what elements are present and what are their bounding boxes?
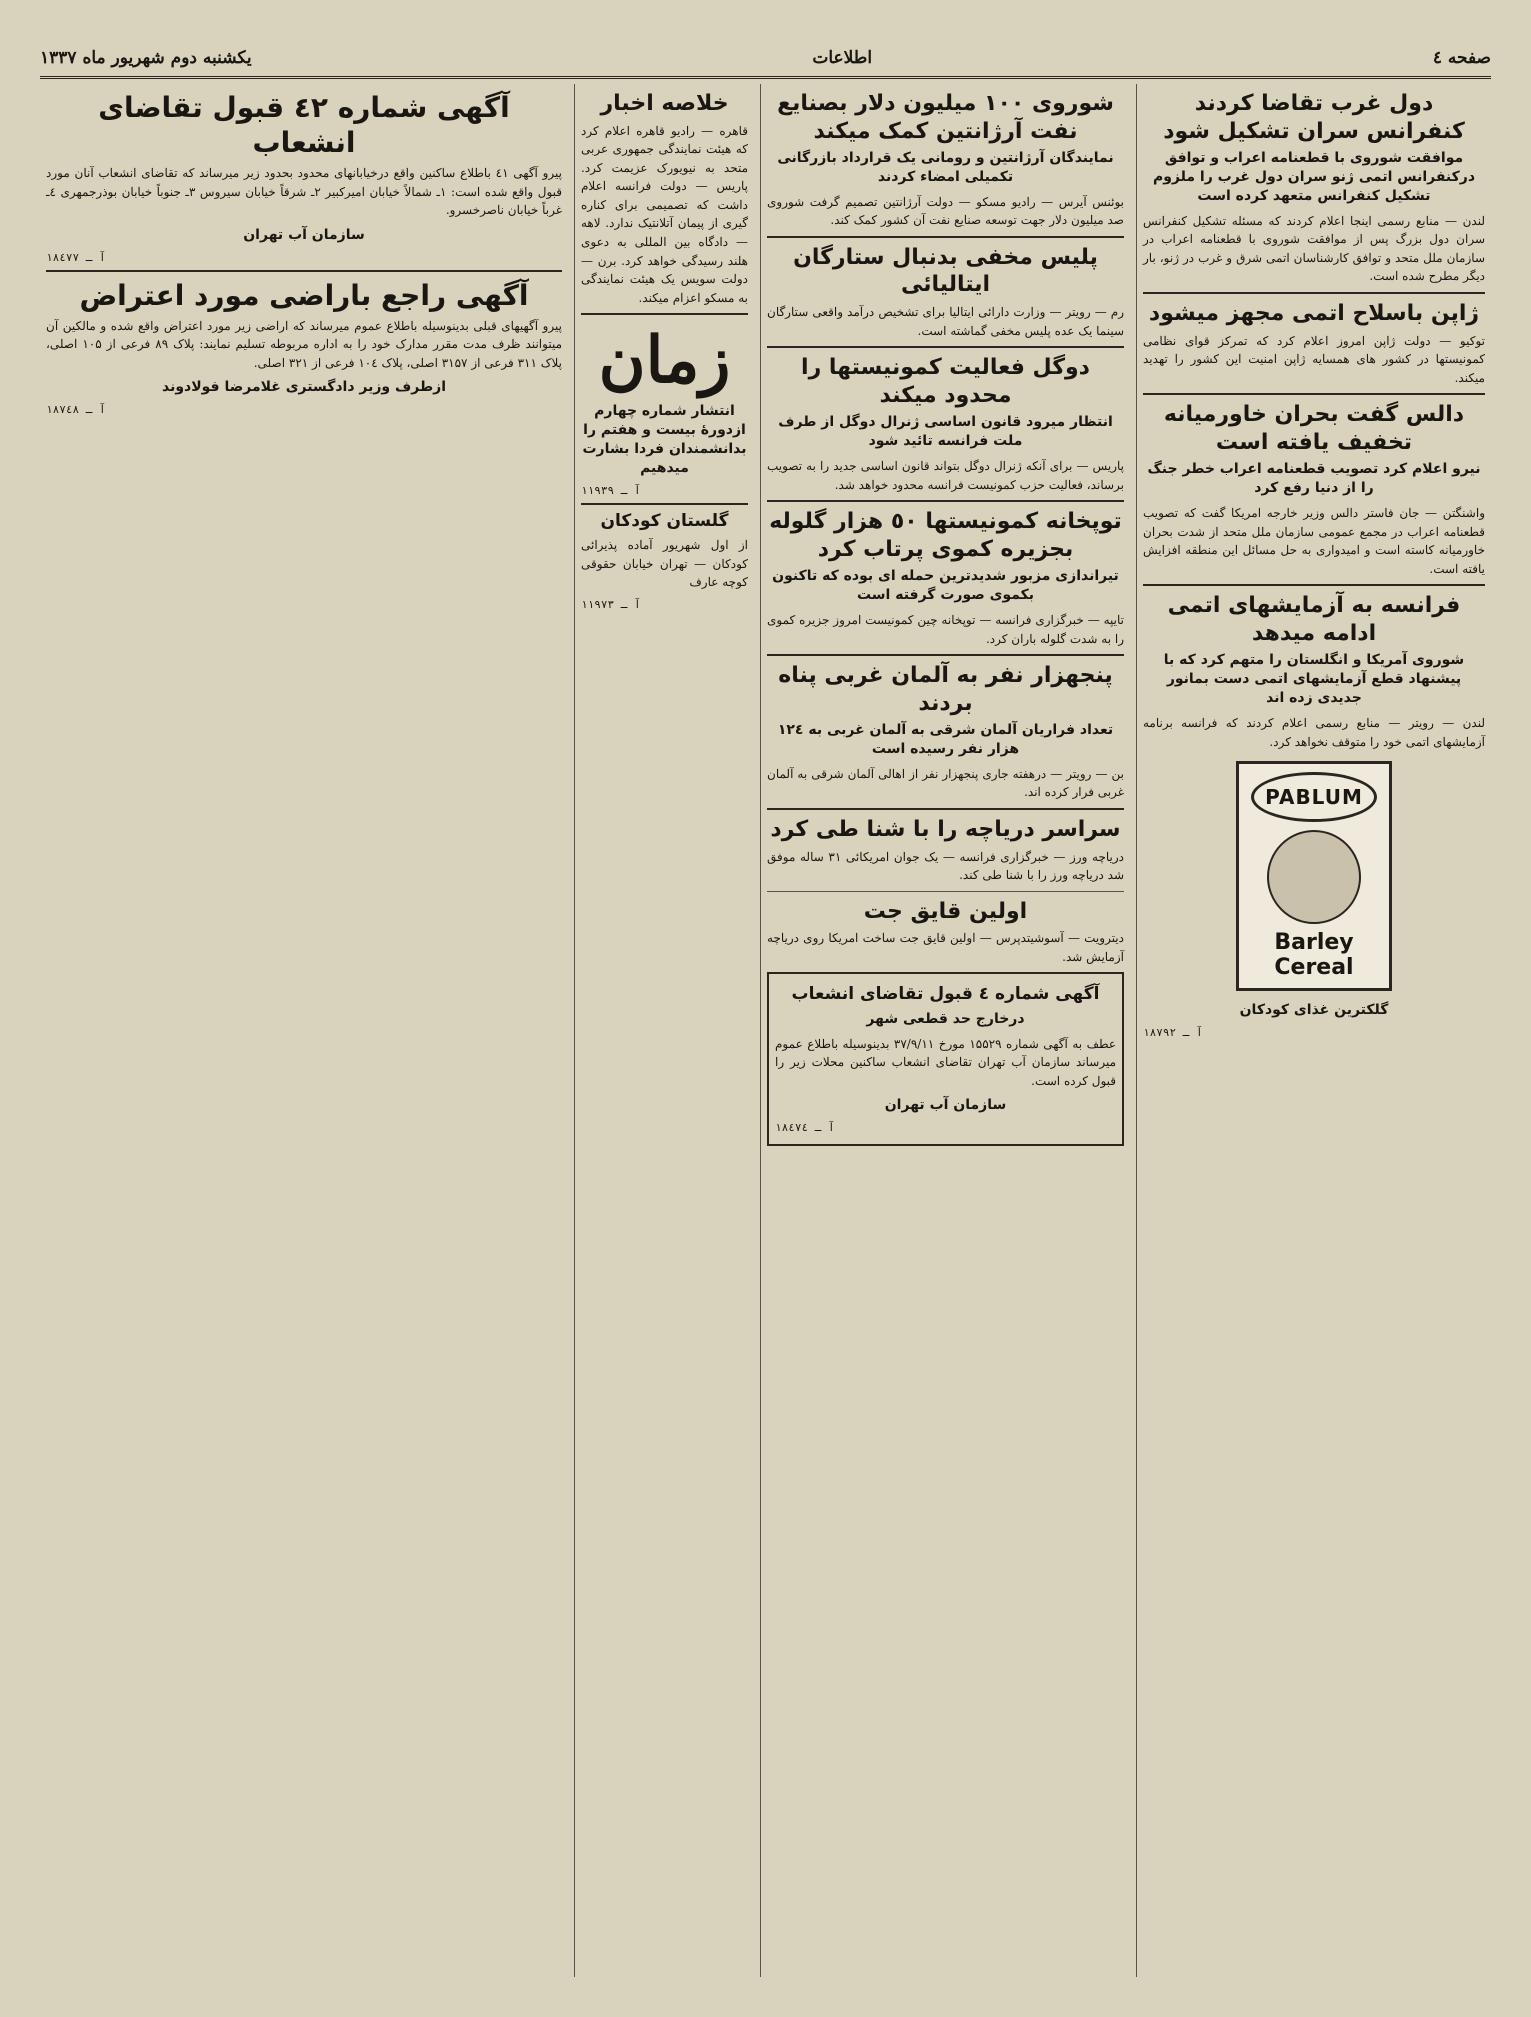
notice-headline: آگهی شماره ٤۲ قبول تقاضای انشعاب: [98, 91, 510, 159]
notice-reference: آ ـ ۱۸۷٤۸: [46, 403, 106, 417]
masthead-paper: اطلاعات: [812, 48, 873, 68]
masthead: [40, 40, 1491, 79]
divider: [581, 503, 748, 505]
zaman-logo: زمان: [598, 323, 731, 399]
masthead-page: صفحه ٤: [1432, 48, 1491, 68]
baby-face-illustration: [1267, 830, 1361, 924]
article-body: پاریس — برای آنکه ژنرال دوگل بتواند قانون اساسی جدید را به تصویب برساند، فعالیت حزب کمونیست فرانسه محدود خواهد شد.: [767, 458, 1124, 492]
article-headline: پنجهزار نفر به آلمان غربی پناه بردند: [778, 663, 1113, 716]
article-subhead: موافقت شوروی با قطعنامه اعراب و توافق درکنفرانس اتمی ژنو سران دول غرب را ملزوم تشکیل کنفرانس متعهد کرده است: [1152, 150, 1476, 204]
notice-body: پیرو آگهیهای قبلی بدینوسیله باطلاع عموم میرساند که اراضی زیر مورد اعتراض واقع شده و مالکین آن میتوانند ظرف مدت مقرر مدارک خود را به اداره مربوطه تسلیم نمایند: پلاک ۸۹ فرعی از ۱۰۵ اصلی، پلاک ۳۱۱ فرعی از ۳۱۵۷ اصلی، پلاک ۱۰٤ فرعی از ۳۲۱ اصلی.: [46, 318, 562, 370]
ad-reference: آ ـ ۱۱۹۷۳: [581, 598, 641, 612]
column-1: [1136, 84, 1491, 1977]
article-headline: سراسر دریاچه را با شنا طی کرد: [770, 817, 1121, 843]
article-headline: دوگل فعالیت کمونیستها را محدود میکند: [801, 355, 1090, 408]
article-body: تایپه — خبرگزاری فرانسه — توپخانه چین کمونیست امروز جزیره کموی را به شدت گلوله باران کرد.: [767, 612, 1124, 646]
article-subhead: تعداد فراریان آلمان شرقی به آلمان غربی به ۱۲٤ هزار نفر رسیده است: [777, 722, 1114, 757]
article-subhead: تیراندازی مزبور شدیدترین حمله ای بوده که تاکنون بکموی صورت گرفته است: [772, 568, 1119, 604]
article-headline: فرانسه به آزمایشهای اتمی ادامه میدهد: [1167, 593, 1461, 646]
article-headline: شوروی ۱۰۰ میلیون دلار بصنایع نفت آرژانتین کمک میکند: [777, 91, 1114, 144]
notice-reference: آ ـ ۱۸٤۷۷: [46, 250, 106, 264]
column-3: [574, 84, 754, 1977]
article-body: لندن — رویتر — منابع رسمی اعلام کردند که فرانسه برنامه آزمایشهای اتمی خود را متوقف نخواهد کرد.: [1143, 716, 1485, 749]
article-headline: خلاصه اخبار: [600, 91, 729, 116]
notice-signature: سازمان آب تهران: [884, 1097, 1007, 1114]
article-body: قاهره — رادیو قاهره اعلام کرد که هیئت نمایندگی جمهوری عربی متحد به نیویورک عزیمت کرد. پاریس — دولت فرانسه اعلام داشت که تصمیمی برای کناره گیری از پیمان آتلانتیک ندارد. لاهه — دادگاه بین المللی به دعوی هلند رسیدگی خواهد کرد. برن — دولت سویس یک هیئت نمایندگی به مسکو اعزام میکند.: [581, 123, 748, 305]
pablum-advertisement: [1236, 761, 1392, 991]
divider: [767, 654, 1124, 656]
article-body: توکیو — دولت ژاپن امروز اعلام کرد که تمرکز قوای نظامی کمونیستها در کشور های همسایه ژاپن امنیت این کشور را تهدید میکند.: [1143, 333, 1485, 385]
divider: [767, 346, 1124, 348]
article-subhead: شوروی آمریکا و انگلستان را متهم کرد که با پیشنهاد قطع آزمایشهای اتمی دست بمانور جدیدی زده اند: [1163, 652, 1465, 707]
notice-title: آگهی شماره ٤ قبول تقاضای انشعاب: [791, 984, 1100, 1005]
article-subhead: نمایندگان آرژانتین و رومانی یک قرارداد بازرگانی تکمیلی امضاء کردند: [777, 150, 1114, 185]
notice-headline: آگهی راجع باراضی مورد اعتراض: [79, 278, 529, 312]
notice-box: [767, 972, 1124, 1146]
article-body: رم — رویتر — وزارت دارائی ایتالیا برای تشخیص درآمد واقعی ستارگان سینما یک عده پلیس مخفی گماشته است.: [767, 304, 1124, 338]
column-2: [760, 84, 1130, 1977]
logo-reference: آ ـ ۱۱۹۳۹: [581, 484, 641, 497]
divider: [581, 313, 748, 315]
pablum-product: Barley Cereal: [1274, 930, 1354, 981]
column-4: [40, 84, 568, 1977]
article-headline: پلیس مخفی بدنبال ستارگان ایتالیائی: [793, 244, 1098, 298]
ad-title: گلستان کودکان: [600, 511, 729, 531]
ad-body: از اول شهریور آماده پذیرائی کودکان — تهران خیابان حقوقی کوچه عارف: [581, 538, 748, 590]
article-body: بن — رویتر — درهفته جاری پنجهزار نفر از اهالی آلمان شرقی به آلمان غربی فرار کرده اند.: [767, 766, 1124, 800]
pablum-logo: PABLUM: [1251, 772, 1377, 822]
article-body: واشنگتن — جان فاستر دالس وزیر خارجه امریکا گفت که تصویب قطعنامه اعراب در مجمع عمومی سازمان ملل متحد از شدت بحران خاورمیانه کاسته است و امیدواری به حل مسائل این منطقه افزایش یافته است.: [1143, 506, 1485, 576]
masthead-date: یکشنبه دوم شهریور ماه ۱۳۳۷: [40, 48, 252, 68]
divider: [1143, 393, 1485, 395]
logo-caption: انتشار شماره چهارم ازدورهٔ بیست و هفتم را بدانشمندان فردا بشارت میدهیم: [582, 403, 747, 477]
notice-reference: آ ـ ۱۸٤۷٤: [775, 1121, 835, 1135]
divider: [1143, 292, 1485, 294]
divider: [767, 891, 1124, 892]
article-headline: دالس گفت بحران خاورمیانه تخفیف یافته است: [1163, 402, 1465, 455]
notice-body: پیرو آگهی ٤۱ باطلاع ساکنین واقع درخیابانهای محدود بحدود زیر میرساند که تقاضای انشعاب آنان مورد قبول واقع شده است: ۱ـ شمالاً خیابان امیرکبیر ۲ـ شرقاً خیابان سیروس ۳ـ جنوباً خیابان بوذرجمهری ٤ـ غرباً خیابان ناصرخسرو.: [46, 166, 563, 218]
notice-signature: سازمان آب تهران: [243, 226, 365, 243]
divider: [46, 270, 562, 272]
divider: [767, 808, 1124, 810]
article-body: لندن — منابع رسمی اینجا اعلام کردند که مسئله تشکیل کنفرانس سران دول بزرگ پس از موافقت شوروی با قطعنامه اعراب در سازمان ملل متحد و توافق کارشناسان اتمی شرق و غرب در ژنو، بار دیگر مطرح شده است.: [1143, 213, 1485, 284]
notice-body: عطف به آگهی شماره ۱۵۵۲۹ مورخ ۳۷/۹/۱۱ بدینوسیله باطلاع عموم میرساند سازمان آب تهران تقاضای انشعاب ساکنین محلات زیر را قبول کرده است.: [775, 1036, 1116, 1088]
article-subhead: انتظار میرود قانون اساسی ژنرال دوگل از طرف ملت فرانسه تائید شود: [778, 414, 1113, 450]
article-body: دیترویت — آسوشیتدپرس — اولین قایق جت ساخت امریکا روی دریاچه آزمایش شد.: [767, 931, 1124, 964]
article-headline: دول غرب تقاضا کردند کنفرانس سران تشکیل شود: [1163, 91, 1465, 144]
divider: [767, 500, 1124, 502]
divider: [767, 236, 1124, 238]
notice-signature: ازطرف وزیر دادگستری غلامرضا فولادوند: [161, 379, 446, 396]
notice-subtitle: درخارج حد قطعی شهر: [866, 1010, 1025, 1027]
article-subhead: نیرو اعلام کرد تصویب قطعنامه اعراب خطر جنگ را از دنیا رفع کرد: [1147, 461, 1481, 497]
article-headline: اولین قایق جت: [863, 898, 1028, 924]
article-body: دریاچه ورز — خبرگزاری فرانسه — یک جوان امریکائی ۳۱ ساله موفق شد دریاچه ورز را با شنا طی کند.: [767, 849, 1124, 883]
article-body: بوئنس آیرس — رادیو مسکو — دولت آرژانتین تصمیم گرفت شوروی صد میلیون دلار جهت توسعه صنایع نفت آن کشور کمک کند.: [767, 194, 1124, 228]
article-headline: ژاپن باسلاح اتمی مجهز میشود: [1148, 301, 1480, 327]
ad-reference: آ ـ ۱۸۷۹۲: [1143, 1026, 1203, 1040]
ad-caption: گلکترین غذای کودکان: [1239, 1002, 1389, 1019]
article-headline: توپخانه کمونیستها ٥٠ هزار گلوله بجزیره کموی پرتاب کرد: [769, 509, 1122, 562]
divider: [1143, 584, 1485, 586]
